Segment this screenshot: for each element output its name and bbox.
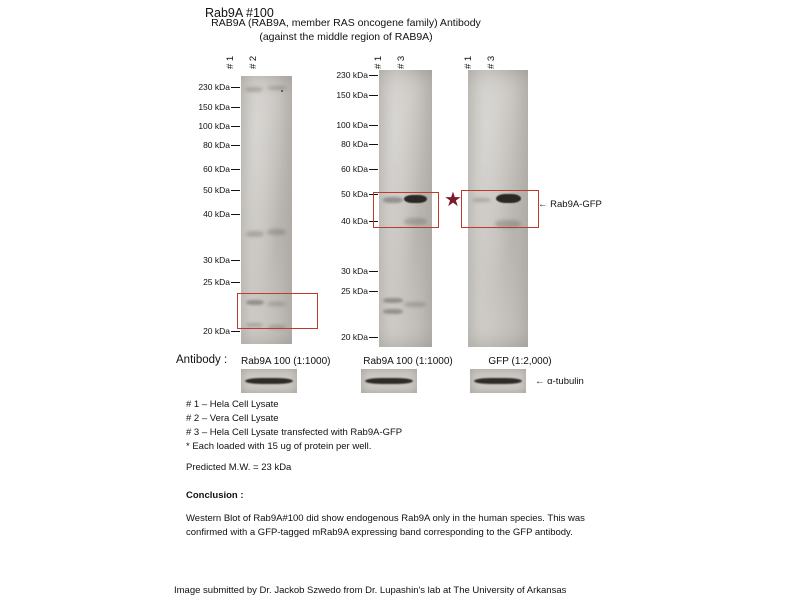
ladder-p2-230 [326, 70, 378, 80]
ladder-text: 60 kDa [203, 164, 230, 174]
ladder-text: 40 kDa [203, 209, 230, 219]
loading-control-panel-2 [361, 369, 417, 393]
ladder-p2-20 [326, 332, 378, 342]
lane-label-p3-1: # 1 [463, 55, 474, 69]
ladder-text: 25 kDa [203, 277, 230, 287]
ladder-tick-icon [231, 87, 240, 88]
ladder-text: 20 kDa [341, 332, 368, 342]
ladder-p2-100 [326, 120, 378, 130]
ladder-text: 100 kDa [198, 121, 230, 131]
ladder-p1-50 [188, 185, 240, 195]
ladder-p1-80 [188, 140, 240, 150]
ladder-text: 30 kDa [203, 255, 230, 265]
ladder-tick-icon [369, 75, 378, 76]
ladder-p2-80 [326, 139, 378, 149]
loading-control-panel-3 [470, 369, 526, 393]
ladder-text: 30 kDa [341, 266, 368, 276]
ladder-text: 230 kDa [198, 82, 230, 92]
band-faint [267, 86, 287, 90]
lane-label-p2-3: # 3 [396, 55, 407, 69]
footnote-2: # 2 – Vera Cell Lysate [186, 413, 279, 424]
band-faint [383, 309, 403, 314]
ladder-tick-icon [369, 337, 378, 338]
ladder-text: 80 kDa [341, 139, 368, 149]
ladder-p2-25 [326, 286, 378, 296]
ladder-p2-30 [326, 266, 378, 276]
ladder-p1-20 [188, 326, 240, 336]
ladder-p2-60 [326, 164, 378, 174]
ladder-tick-icon [231, 331, 240, 332]
ladder-p1-230 [188, 82, 240, 92]
roi-box-panel-1 [237, 293, 318, 329]
ladder-tick-icon [231, 169, 240, 170]
ladder-p2-40 [326, 216, 378, 226]
ladder-text: 50 kDa [203, 185, 230, 195]
conclusion-body: Western Blot of Rab9A#100 did show endogenous Rab9A only in the human species. This was confirmed with a GFP-tagged mRab9A expressing band corresponding to the GFP antibody. [186, 513, 585, 538]
ladder-p2-150 [326, 90, 378, 100]
page-title: Rab9A #100 [205, 6, 274, 20]
antibody-row-label: Antibody : [176, 354, 228, 366]
conclusion-heading: Conclusion : [186, 490, 244, 501]
ladder-p1-30 [188, 255, 240, 265]
ladder-tick-icon [369, 169, 378, 170]
ladder-tick-icon [231, 282, 240, 283]
band-faint [245, 87, 263, 92]
roi-box-panel-2 [373, 192, 439, 228]
ladder-text: 60 kDa [341, 164, 368, 174]
ladder-text: 230 kDa [336, 70, 368, 80]
ladder-text: 150 kDa [336, 90, 368, 100]
tubulin-band [365, 378, 412, 384]
ladder-tick-icon [369, 271, 378, 272]
footnote-1: # 1 – Hela Cell Lysate [186, 399, 279, 410]
predicted-mw-text: Predicted M.W. = 23 kDa [186, 462, 292, 473]
speck [281, 90, 283, 92]
ladder-text: 100 kDa [336, 120, 368, 130]
ladder-tick-icon [231, 214, 240, 215]
star-marker-icon: ★ [444, 189, 462, 211]
lane-label-p1-1: # 1 [225, 55, 236, 69]
roi-box-panel-3 [461, 190, 539, 228]
tubulin-arrow-label: ← α-tubulin [535, 376, 584, 387]
ladder-tick-icon [231, 107, 240, 108]
ladder-tick-icon [231, 145, 240, 146]
ladder-p1-25 [188, 277, 240, 287]
lane-label-p2-1: # 1 [373, 55, 384, 69]
ladder-text: 20 kDa [203, 326, 230, 336]
ladder-tick-icon [231, 260, 240, 261]
ladder-tick-icon [369, 144, 378, 145]
ladder-p1-100 [188, 121, 240, 131]
ladder-p1-60 [188, 164, 240, 174]
ladder-text: 150 kDa [198, 102, 230, 112]
ladder-tick-icon [369, 95, 378, 96]
antibody-panel-1-label: Rab9A 100 (1:1000) [241, 356, 331, 367]
band-faint [383, 298, 403, 303]
antibody-title: RAB9A (RAB9A, member RAS oncogene family) Antibody (against the middle region of RAB9A) [211, 17, 481, 43]
footnote-3: # 3 – Hela Cell Lysate transfected with Rab9A-GFP [186, 427, 403, 438]
ladder-tick-icon [231, 126, 240, 127]
ladder-tick-icon [369, 291, 378, 292]
ladder-tick-icon [231, 190, 240, 191]
image-credit: Image submitted by Dr. Jackob Szwedo from Dr. Lupashin's lab at The University of Arkansas [174, 585, 567, 596]
rab9a-gfp-arrow-label: ← Rab9A-GFP [538, 199, 602, 210]
lane-label-p3-3: # 3 [486, 55, 497, 69]
lane-label-p1-2: # 2 [248, 55, 259, 69]
antibody-panel-3-label: GFP (1:2,000) [488, 356, 552, 367]
ladder-text: 80 kDa [203, 140, 230, 150]
tubulin-band [474, 378, 521, 384]
ladder-p1-40 [188, 209, 240, 219]
footnote-4: * Each loaded with 15 ug of protein per well. [186, 441, 372, 452]
tubulin-band [245, 378, 292, 384]
band-faint [246, 231, 264, 237]
ladder-p2-50 [326, 189, 378, 199]
loading-control-panel-1 [241, 369, 297, 393]
band-faint [404, 302, 426, 307]
antibody-panel-2-label: Rab9A 100 (1:1000) [363, 356, 453, 367]
ladder-p1-150 [188, 102, 240, 112]
band-faint [267, 229, 286, 235]
ladder-text: 50 kDa [341, 189, 368, 199]
ladder-text: 40 kDa [341, 216, 368, 226]
ladder-text: 25 kDa [341, 286, 368, 296]
ladder-tick-icon [369, 125, 378, 126]
